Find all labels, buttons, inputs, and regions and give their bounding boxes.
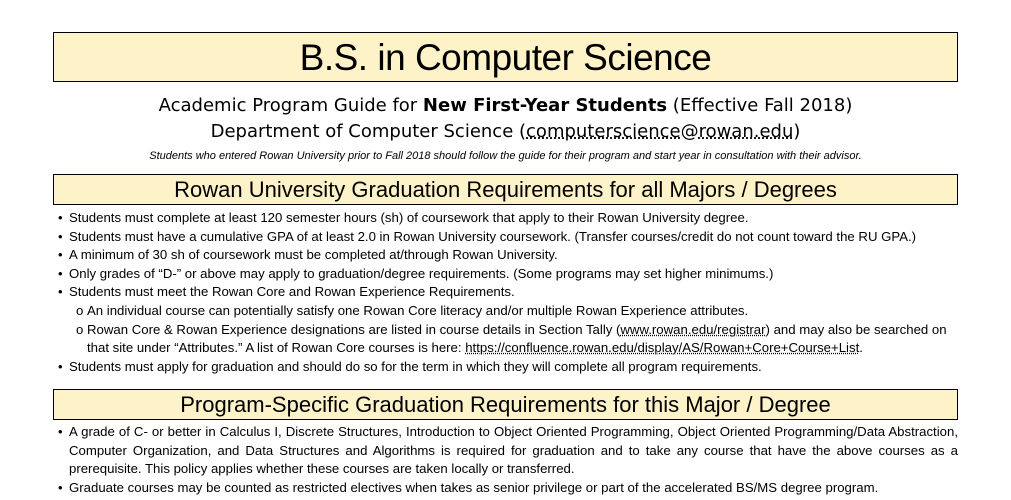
department-email-link[interactable]: computerscience@rowan.edu bbox=[526, 121, 794, 142]
bullet-icon: • bbox=[58, 228, 63, 244]
bullet-icon: • bbox=[58, 424, 63, 439]
bullet-icon: • bbox=[58, 265, 63, 281]
list-item: • Students must complete at least 120 semester hours (sh) of coursework that apply to their Rowan University degree. bbox=[58, 209, 958, 228]
list-item: • Students must meet the Rowan Core and Rowan Experience Requirements. bbox=[58, 283, 958, 302]
list-item: • Students must apply for graduation and should do so for the term in which they will complete all program requirements. bbox=[58, 358, 958, 377]
registrar-link[interactable]: www.rowan.edu/registrar bbox=[620, 321, 766, 337]
sub-list-item: o An individual course can potentially satisfy one Rowan Core literacy and/or multiple Rowan Experience attributes. bbox=[58, 302, 958, 321]
bullet-icon: • bbox=[58, 210, 63, 225]
sub-list-item: o Rowan Core & Rowan Experience designations are listed in course details in Section Tally (www.rowan.edu/registrar) and may also be searched on that site under “Attributes.” A list of Rowan Core courses is here: https://confluence.rowan.edu/display/AS/Rowan+Core+Course+List. bbox=[76, 321, 947, 356]
department-subtitle: Department of Computer Science (computerscience@rowan.edu) bbox=[210, 121, 801, 142]
circle-bullet-icon: o bbox=[76, 321, 84, 337]
rowan-requirements-list bbox=[58, 209, 958, 376]
page-title: B.S. in Computer Science bbox=[53, 32, 958, 82]
list-item: • Students must have a cumulative GPA of at least 2.0 in Rowan University coursework. (Transfer courses/credit do not count toward the RU GPA.) bbox=[58, 228, 958, 247]
circle-bullet-icon: o bbox=[76, 302, 84, 318]
program-guide-subtitle: Academic Program Guide for New First-Year Students (Effective Fall 2018) bbox=[158, 95, 853, 116]
prior-students-note: Students who entered Rowan University prior to Fall 2018 should follow the guide for their program and start year in consultation with their advisor. bbox=[149, 150, 862, 162]
bullet-icon: • bbox=[58, 284, 63, 300]
rowan-core-list-link[interactable]: https://confluence.rowan.edu/display/AS/Rowan+Core+Course+List bbox=[465, 340, 860, 356]
program-requirements-list bbox=[58, 423, 958, 497]
list-item: • A grade of C- or better in Calculus I, Discrete Structures, Introduction to Object Oriented Programming, Object Oriented Programming/Data Abstraction, Computer Organization, and Data Structures and Algorithms is required for graduation and to take any course that have the above courses as a prerequisite. This policy applies whether these courses are taken locally or transferred. bbox=[58, 424, 958, 477]
bullet-icon: • bbox=[58, 358, 63, 374]
list-item: • A minimum of 30 sh of coursework must be completed at/through Rowan University. bbox=[58, 246, 958, 265]
list-item: • Only grades of “D-” or above may apply to graduation/degree requirements. (Some programs may set higher minimums.) bbox=[58, 265, 958, 284]
section-heading-program-requirements: Program-Specific Graduation Requirements for this Major / Degree bbox=[53, 389, 958, 420]
section-heading-rowan-requirements: Rowan University Graduation Requirements for all Majors / Degrees bbox=[53, 174, 958, 205]
bullet-icon: • bbox=[58, 479, 63, 495]
bullet-icon: • bbox=[58, 247, 63, 263]
list-item: • Graduate courses may be counted as restricted electives when takes as senior privilege or part of the accelerated BS/MS degree program. bbox=[58, 479, 958, 498]
